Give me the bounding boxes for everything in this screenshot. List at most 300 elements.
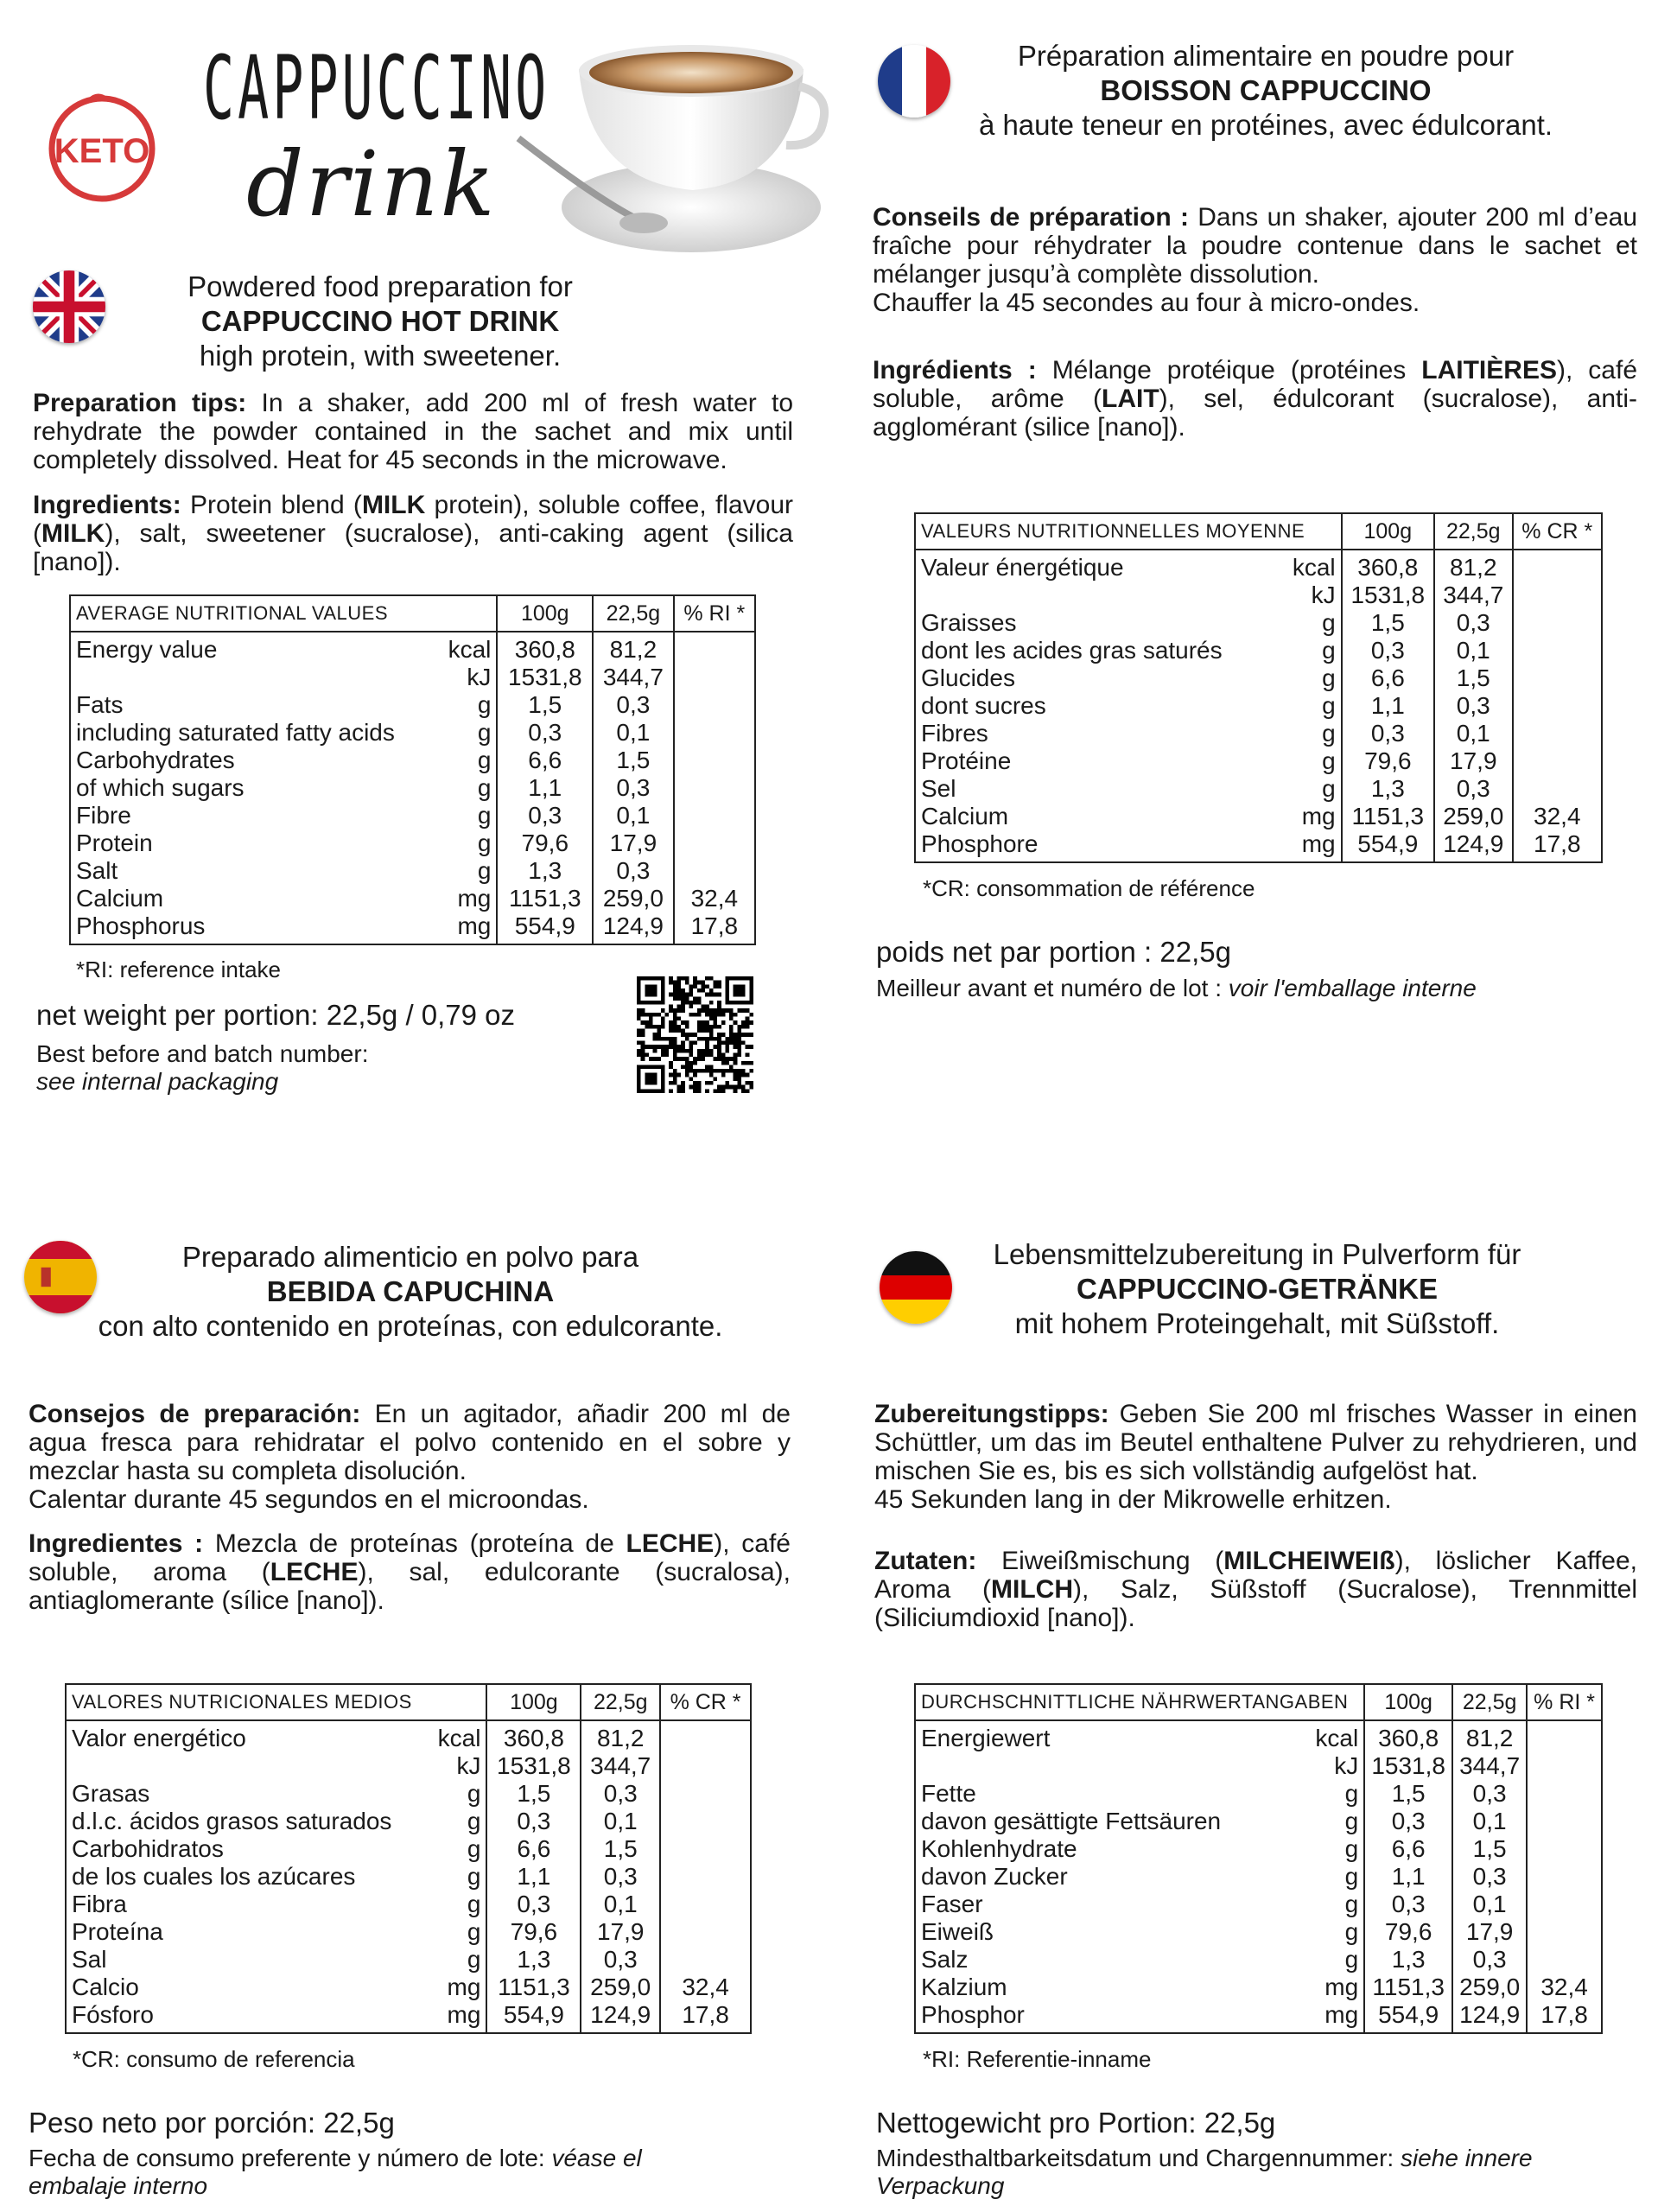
de-preparation (874, 1400, 1637, 1514)
en-table-note: *RI: reference intake (76, 957, 282, 982)
value-100g: 0,3 (1342, 720, 1434, 747)
value-percent (1513, 609, 1602, 637)
nutrient-unit: mg (437, 885, 498, 912)
nutrient-name: Salt (70, 857, 437, 885)
table-row (66, 1780, 751, 1808)
value-portion: 259,0 (581, 1974, 660, 2001)
nutrient-unit: g (428, 1891, 487, 1918)
de-prep-text2: 45 Sekunden lang in der Mikrowelle erhitzen. (874, 1485, 1392, 1514)
keto-badge (43, 86, 161, 204)
value-100g: 1,5 (1364, 1780, 1452, 1808)
nutrient-name: Protein (70, 830, 437, 857)
value-portion: 81,2 (593, 632, 673, 664)
coffee-cup-image (492, 35, 829, 268)
fr-net-weight: poids net par portion : 22,5g (876, 936, 1231, 968)
table-row (70, 857, 755, 885)
value-portion: 17,9 (593, 830, 673, 857)
nutrient-unit: g (1298, 1891, 1364, 1918)
fr-ingredients: Ingrédients : Mélange protéique (protéines LAITIÈRES), café soluble, arôme (LAIT), sel, édulcorant (sucralose), anti-agglomérant (silice [nano]). (873, 356, 1637, 442)
fr-prep-text2: Chauffer la 45 secondes au four à micro-ondes. (873, 289, 1420, 317)
de-ing-label: Zutaten: (874, 1547, 977, 1575)
value-percent (660, 1720, 751, 1752)
value-100g: 1531,8 (1342, 582, 1434, 609)
value-100g: 1531,8 (486, 1752, 581, 1780)
nutrient-name: Phosphore (915, 830, 1279, 862)
nutrient-name: Glucides (915, 664, 1279, 692)
table-header-cell: % RI * (1527, 1684, 1602, 1720)
nutrient-unit: g (428, 1835, 487, 1863)
table-header-cell: 22,5g (593, 595, 673, 632)
fr-nutrition-table (914, 512, 1603, 863)
table-row (915, 720, 1602, 747)
nutrient-name: Calcium (915, 803, 1279, 830)
fr-header (916, 39, 1616, 143)
en-header-line3: high protein, with sweetener. (199, 340, 562, 372)
value-percent (1513, 550, 1602, 582)
nutrient-unit: g (437, 747, 498, 774)
de-bb-value: siehe innere Verpackung (876, 2145, 1533, 2199)
nutrient-unit: mg (1279, 803, 1342, 830)
fr-bb-label: Meilleur avant et numéro de lot : (876, 975, 1229, 1001)
nutrient-unit: kcal (428, 1720, 487, 1752)
value-portion: 124,9 (581, 2001, 660, 2033)
nutrient-name: Phosphorus (70, 912, 437, 944)
table-header-cell: 100g (1364, 1684, 1452, 1720)
table-header-cell: % RI * (674, 595, 755, 632)
nutrient-name: de los cuales los azúcares (66, 1863, 428, 1891)
nutrient-unit: kcal (1279, 550, 1342, 582)
table-row (66, 1946, 751, 1974)
table-row (915, 1863, 1602, 1891)
table-row (915, 609, 1602, 637)
nutrient-name (66, 1752, 428, 1780)
nutrient-unit: g (428, 1918, 487, 1946)
nutrient-name: dont les acides gras saturés (915, 637, 1279, 664)
value-percent (1527, 1780, 1602, 1808)
nutrient-name: Fibra (66, 1891, 428, 1918)
table-row (70, 632, 755, 664)
en-header (121, 270, 639, 373)
nutrient-name: Grasas (66, 1780, 428, 1808)
de-bb-label: Mindesthaltbarkeitsdatum und Chargennummer: (876, 2145, 1401, 2171)
value-percent (1527, 1946, 1602, 1974)
value-percent (660, 1863, 751, 1891)
value-100g: 1151,3 (497, 885, 593, 912)
value-percent (674, 830, 755, 857)
table-row (66, 1863, 751, 1891)
nutrient-name: Fibre (70, 802, 437, 830)
value-100g: 1,3 (497, 857, 593, 885)
value-percent (1527, 1720, 1602, 1752)
nutrient-unit: g (1279, 775, 1342, 803)
table-row (915, 1752, 1602, 1780)
nutrient-unit: g (1298, 1835, 1364, 1863)
es-header (52, 1240, 769, 1344)
value-100g: 554,9 (497, 912, 593, 944)
value-100g: 6,6 (497, 747, 593, 774)
table-row (915, 1808, 1602, 1835)
nutrient-unit: kJ (1279, 582, 1342, 609)
value-100g: 1,1 (486, 1863, 581, 1891)
de-table-note: *RI: Referentie-inname (923, 2046, 1152, 2072)
fr-header-line2: BOISSON CAPPUCCINO (1100, 74, 1432, 106)
fr-header-line1: Préparation alimentaire en poudre pour (1017, 40, 1515, 72)
nutrient-name: d.l.c. ácidos grasos saturados (66, 1808, 428, 1835)
value-portion: 124,9 (1452, 2001, 1527, 2033)
nutrient-name: of which sugars (70, 774, 437, 802)
nutrient-name: Eiweiß (915, 1918, 1298, 1946)
value-100g: 0,3 (1342, 637, 1434, 664)
product-title-line2: drink (246, 131, 497, 237)
es-prep-text: En un agitador, añadir 200 ml de agua fresca para rehidratar el polvo contenido en el sobre y mezclar hasta su completa disolución. (29, 1400, 791, 1485)
value-percent (1513, 582, 1602, 609)
value-100g: 554,9 (1364, 2001, 1452, 2033)
en-preparation (33, 389, 793, 474)
value-100g: 0,3 (1364, 1891, 1452, 1918)
nutrient-name: Salz (915, 1946, 1298, 1974)
value-100g: 360,8 (1364, 1720, 1452, 1752)
nutrient-unit: mg (428, 1974, 487, 2001)
en-ing-label: Ingredients: (33, 491, 181, 519)
value-portion: 259,0 (1434, 803, 1513, 830)
value-portion: 0,1 (593, 802, 673, 830)
value-portion: 1,5 (581, 1835, 660, 1863)
value-portion: 0,3 (1452, 1780, 1527, 1808)
value-portion: 17,9 (581, 1918, 660, 1946)
value-portion: 0,3 (1434, 775, 1513, 803)
table-row (70, 885, 755, 912)
nutrient-unit: mg (437, 912, 498, 944)
value-100g: 79,6 (1342, 747, 1434, 775)
es-prep-label: Consejos de preparación: (29, 1400, 361, 1428)
table-header-cell: % CR * (1513, 513, 1602, 550)
table-row (70, 747, 755, 774)
value-percent (660, 1835, 751, 1863)
value-portion: 0,1 (1452, 1808, 1527, 1835)
fr-prep-label: Conseils de préparation : (873, 203, 1189, 232)
nutrient-name: davon gesättigte Fettsäuren (915, 1808, 1298, 1835)
table-row (70, 802, 755, 830)
value-portion: 0,1 (1434, 637, 1513, 664)
nutrient-unit: mg (1298, 2001, 1364, 2033)
value-percent: 17,8 (1527, 2001, 1602, 2033)
value-percent: 32,4 (1527, 1974, 1602, 2001)
nutrient-unit: g (428, 1808, 487, 1835)
value-portion: 0,3 (581, 1946, 660, 1974)
value-percent (1527, 1835, 1602, 1863)
nutrient-unit: g (428, 1946, 487, 1974)
table-row (915, 2001, 1602, 2033)
nutrient-unit: kJ (428, 1752, 487, 1780)
value-portion: 1,5 (1434, 664, 1513, 692)
nutrient-name (915, 1752, 1298, 1780)
value-percent (1527, 1863, 1602, 1891)
qr-code-icon (637, 976, 753, 1093)
value-100g: 1531,8 (497, 664, 593, 691)
table-row (70, 912, 755, 944)
value-100g: 1,3 (486, 1946, 581, 1974)
table-header-cell: 22,5g (1434, 513, 1513, 550)
value-portion: 124,9 (1434, 830, 1513, 862)
value-portion: 0,1 (1452, 1891, 1527, 1918)
nutrient-unit: g (437, 857, 498, 885)
value-portion: 17,9 (1434, 747, 1513, 775)
en-header-line2: CAPPUCCINO HOT DRINK (200, 305, 560, 337)
value-100g: 360,8 (497, 632, 593, 664)
table-header-cell: 100g (486, 1684, 581, 1720)
es-best-before (29, 2145, 702, 2200)
nutrient-name: Kohlenhydrate (915, 1835, 1298, 1863)
value-percent (674, 664, 755, 691)
value-percent (660, 1946, 751, 1974)
de-prep-label: Zubereitungstipps: (874, 1400, 1109, 1428)
nutrient-unit: g (1279, 692, 1342, 720)
table-row (70, 691, 755, 719)
value-percent (1513, 664, 1602, 692)
table-row (66, 1752, 751, 1780)
es-preparation (29, 1400, 791, 1514)
nutrient-unit: g (1298, 1918, 1364, 1946)
en-prep-text: In a shaker, add 200 ml of fresh water to rehydrate the powder contained in the sachet and mix until completely dissolved. Heat for 45 seconds in the microwave. (33, 389, 794, 474)
value-percent: 17,8 (674, 912, 755, 944)
value-portion: 0,3 (1452, 1946, 1527, 1974)
en-header-line1: Powdered food preparation for (187, 270, 573, 302)
value-percent (1513, 692, 1602, 720)
table-header-cell: 100g (497, 595, 593, 632)
keto-badge-text: KETO (54, 132, 150, 170)
value-percent: 32,4 (1513, 803, 1602, 830)
value-portion: 0,3 (593, 857, 673, 885)
table-header-cell: 22,5g (581, 1684, 660, 1720)
es-bb-label: Fecha de consumo preferente y número de lote: (29, 2145, 552, 2171)
value-portion: 0,3 (1452, 1863, 1527, 1891)
value-100g: 1,3 (1364, 1946, 1452, 1974)
nutrient-name: Carbohidratos (66, 1835, 428, 1863)
value-100g: 554,9 (486, 2001, 581, 2033)
nutrient-unit: g (1279, 747, 1342, 775)
nutrient-unit: g (428, 1863, 487, 1891)
value-percent (1527, 1808, 1602, 1835)
value-percent (1513, 775, 1602, 803)
value-100g: 1,1 (1342, 692, 1434, 720)
es-ing-label: Ingredientes : (29, 1529, 204, 1558)
nutrient-name: Fats (70, 691, 437, 719)
value-portion: 81,2 (1452, 1720, 1527, 1752)
value-100g: 1151,3 (1364, 1974, 1452, 2001)
value-percent: 17,8 (660, 2001, 751, 2033)
nutrient-name: Calcio (66, 1974, 428, 2001)
table-row (66, 2001, 751, 2033)
nutrient-name: Energiewert (915, 1720, 1298, 1752)
value-percent (660, 1752, 751, 1780)
nutrient-name: including saturated fatty acids (70, 719, 437, 747)
value-percent (660, 1808, 751, 1835)
nutrient-name: Sel (915, 775, 1279, 803)
value-100g: 1,1 (1364, 1863, 1452, 1891)
fr-ing-label: Ingrédients : (873, 356, 1037, 385)
fr-prep-text: Dans un shaker, ajouter 200 ml d’eau fraîche pour réhydrater la poudre contenue dans le sachet et mélanger jusqu’à complète dissolution. (873, 203, 1638, 289)
value-percent (674, 774, 755, 802)
value-100g: 0,3 (486, 1891, 581, 1918)
uk-flag-icon (33, 270, 105, 343)
value-100g: 554,9 (1342, 830, 1434, 862)
nutrient-unit: g (437, 830, 498, 857)
nutrient-unit: g (437, 802, 498, 830)
table-header-cell: DURCHSCHNITTLICHE NÄHRWERTANGABEN (915, 1684, 1364, 1720)
value-percent: 32,4 (674, 885, 755, 912)
nutrient-name: Faser (915, 1891, 1298, 1918)
nutrient-unit: g (1298, 1808, 1364, 1835)
value-percent (674, 691, 755, 719)
table-row (66, 1808, 751, 1835)
product-title-line1: CAPPUCCINO (203, 37, 550, 141)
value-percent (1527, 1891, 1602, 1918)
table-header-cell: AVERAGE NUTRITIONAL VALUES (70, 595, 497, 632)
value-100g: 79,6 (497, 830, 593, 857)
value-portion: 344,7 (581, 1752, 660, 1780)
nutrient-unit: g (1279, 609, 1342, 637)
value-100g: 1,5 (1342, 609, 1434, 637)
nutrient-name: dont sucres (915, 692, 1279, 720)
value-100g: 360,8 (486, 1720, 581, 1752)
value-100g: 0,3 (1364, 1808, 1452, 1835)
value-100g: 1151,3 (486, 1974, 581, 2001)
value-100g: 360,8 (1342, 550, 1434, 582)
en-best-before (36, 1040, 451, 1096)
value-portion: 124,9 (593, 912, 673, 944)
nutrient-name: davon Zucker (915, 1863, 1298, 1891)
en-net-weight: net weight per portion: 22,5g / 0,79 oz (36, 999, 516, 1031)
nutrient-name: Calcium (70, 885, 437, 912)
value-100g: 1,1 (497, 774, 593, 802)
value-100g: 6,6 (1364, 1835, 1452, 1863)
nutrient-name (70, 664, 437, 691)
nutrient-name: Fette (915, 1780, 1298, 1808)
de-nutrition-table (914, 1683, 1603, 2034)
table-row (66, 1918, 751, 1946)
table-row (915, 1720, 1602, 1752)
value-percent (674, 857, 755, 885)
nutrient-name: Fósforo (66, 2001, 428, 2033)
de-header-line1: Lebensmittelzubereitung in Pulverform für (993, 1238, 1521, 1270)
en-bb-value: see internal packaging (36, 1068, 279, 1095)
value-percent: 32,4 (660, 1974, 751, 2001)
table-row (915, 1946, 1602, 1974)
value-portion: 1,5 (593, 747, 673, 774)
table-row (915, 1918, 1602, 1946)
en-nutrition-table (69, 594, 756, 945)
value-portion: 0,1 (581, 1891, 660, 1918)
table-row (70, 830, 755, 857)
nutrient-unit: mg (428, 2001, 487, 2033)
table-row (915, 1974, 1602, 2001)
nutrient-unit: g (437, 719, 498, 747)
value-portion: 17,9 (1452, 1918, 1527, 1946)
de-ingredients: Zutaten: Eiweißmischung (MILCHEIWEIß), löslicher Kaffee, Aroma (MILCH), Salz, Süßstoff (Sucralose), Trennmittel (Siliciumdioxid [nano]). (874, 1547, 1637, 1632)
value-portion: 0,3 (1434, 609, 1513, 637)
value-portion: 0,3 (593, 774, 673, 802)
value-portion: 1,5 (1452, 1835, 1527, 1863)
value-portion: 344,7 (593, 664, 673, 691)
nutrient-unit: kJ (437, 664, 498, 691)
nutrient-unit: g (1298, 1780, 1364, 1808)
value-percent (1513, 747, 1602, 775)
value-100g: 0,3 (497, 719, 593, 747)
de-net-weight: Nettogewicht pro Portion: 22,5g (876, 2107, 1276, 2139)
table-row (915, 637, 1602, 664)
value-percent (1527, 1752, 1602, 1780)
value-portion: 0,1 (593, 719, 673, 747)
nutrient-unit: g (1279, 637, 1342, 664)
fr-table-note: *CR: consommation de référence (923, 875, 1255, 901)
nutrient-name: Protéine (915, 747, 1279, 775)
value-percent (660, 1780, 751, 1808)
es-header-line2: BEBIDA CAPUCHINA (266, 1275, 555, 1307)
nutrient-unit: mg (1298, 1974, 1364, 2001)
value-percent (660, 1918, 751, 1946)
nutrient-name: Valeur énergétique (915, 550, 1279, 582)
table-row (915, 1835, 1602, 1863)
value-portion: 0,1 (1434, 720, 1513, 747)
nutrient-unit: g (428, 1780, 487, 1808)
value-percent (674, 747, 755, 774)
value-100g: 79,6 (1364, 1918, 1452, 1946)
es-table-note: *CR: consumo de referencia (73, 2046, 355, 2072)
value-percent (660, 1891, 751, 1918)
table-row (915, 582, 1602, 609)
nutrient-name: Phosphor (915, 2001, 1298, 2033)
es-header-line3: con alto contenido en proteínas, con edulcorante. (98, 1310, 723, 1342)
table-row (66, 1891, 751, 1918)
table-row (915, 550, 1602, 582)
value-portion: 0,3 (593, 691, 673, 719)
table-row (915, 692, 1602, 720)
table-header-cell: 22,5g (1452, 1684, 1527, 1720)
table-row (915, 803, 1602, 830)
value-100g: 6,6 (486, 1835, 581, 1863)
value-percent (1513, 720, 1602, 747)
value-percent (674, 632, 755, 664)
en-bb-label: Best before and batch number: (36, 1040, 369, 1067)
nutrient-name: Kalzium (915, 1974, 1298, 2001)
table-row (66, 1835, 751, 1863)
nutrient-name: Carbohydrates (70, 747, 437, 774)
fr-best-before (876, 975, 1636, 1002)
value-portion: 81,2 (581, 1720, 660, 1752)
table-row (70, 719, 755, 747)
nutrient-name: Graisses (915, 609, 1279, 637)
value-100g: 1,5 (497, 691, 593, 719)
value-portion: 259,0 (593, 885, 673, 912)
table-row (70, 664, 755, 691)
table-row (915, 664, 1602, 692)
nutrient-name: Fibres (915, 720, 1279, 747)
value-portion: 81,2 (1434, 550, 1513, 582)
nutrient-unit: kJ (1298, 1752, 1364, 1780)
value-portion: 0,1 (581, 1808, 660, 1835)
nutrient-unit: g (1279, 664, 1342, 692)
value-portion: 344,7 (1434, 582, 1513, 609)
table-row (915, 1780, 1602, 1808)
nutrient-unit: g (1298, 1863, 1364, 1891)
en-ingredients: Ingredients: Protein blend (MILK protein), soluble coffee, flavour (MILK), salt, sweetener (sucralose), anti-caking agent (silica [nano]). (33, 491, 794, 576)
table-row (66, 1974, 751, 2001)
de-header (916, 1237, 1598, 1341)
nutrient-unit: kcal (1298, 1720, 1364, 1752)
es-nutrition-table (65, 1683, 752, 2034)
table-row (915, 747, 1602, 775)
fr-header-line3: à haute teneur en protéines, avec édulcorant. (978, 109, 1553, 141)
